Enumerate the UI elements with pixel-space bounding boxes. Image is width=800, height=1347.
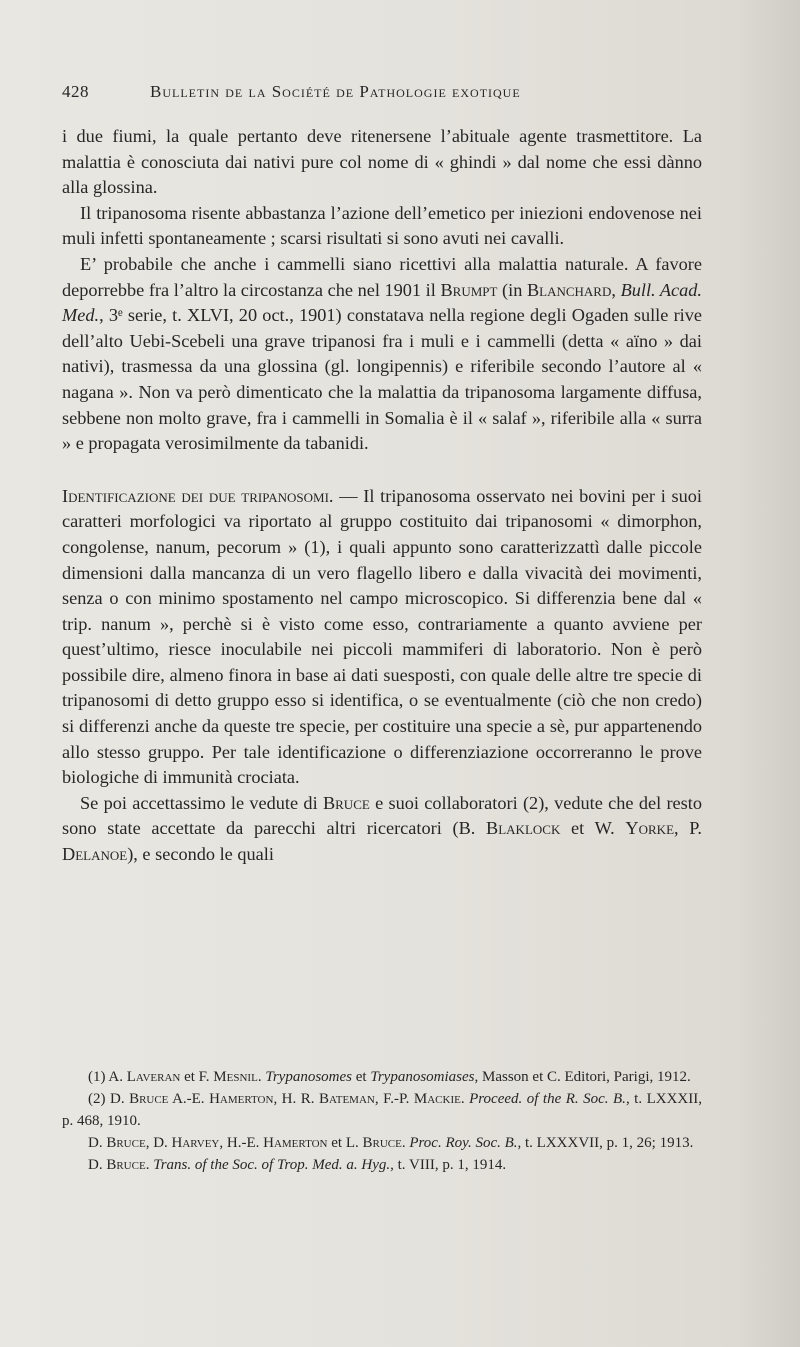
author-name: Bruce (322, 792, 370, 813)
paragraph-3-text: , (611, 279, 621, 300)
page-number: 428 (62, 82, 89, 101)
paragraph-5-text: ), e secondo le quali (127, 844, 274, 865)
body-text (62, 124, 702, 868)
paragraph-1 (62, 124, 702, 201)
section-paragraph (62, 484, 702, 791)
footnote-text: , D. (145, 1135, 172, 1151)
author-name: Mackie (413, 1091, 461, 1107)
footnote-2-cont-1 (62, 1132, 702, 1154)
footnote-text: (1) A. (88, 1069, 127, 1085)
author-name: Blanchard (526, 279, 612, 300)
footnote-2 (62, 1088, 702, 1132)
footnote-text: et F. (180, 1069, 214, 1085)
footnote-text: (2) D. (88, 1091, 130, 1107)
footnote-text: . (257, 1069, 266, 1085)
author-name: Laveran (126, 1069, 181, 1085)
footnote-text: D. (88, 1135, 107, 1151)
author-name: Bruce (106, 1135, 146, 1151)
journal-title: Trans. of the Soc. of Trop. Med. a. Hyg. (153, 1157, 391, 1173)
running-title: Bulletin de la Société de Pathologie exotique (150, 82, 521, 101)
footnote-text: , H.-E. (219, 1135, 264, 1151)
paragraph-3-text: (in (497, 279, 527, 300)
section-heading: Identificazione dei due tripanosomi. (62, 485, 334, 506)
paragraph-5-text: e suoi collaboratori (2), vedute che del resto sono state accettate da parecchi altri ricercatori (B. (62, 792, 702, 839)
page-header (62, 82, 702, 104)
footnote-1 (62, 1066, 702, 1088)
footnote-text: , F.-P. (374, 1091, 414, 1107)
author-name: Mesnil (213, 1069, 258, 1085)
author-name: Brumpt (440, 279, 498, 300)
journal-title: Bull. Acad. Med. (62, 279, 703, 326)
book-title: Trypanosomiases (370, 1069, 475, 1085)
journal-title: Proceed. of the R. Soc. B. (469, 1091, 626, 1107)
paragraph-2-text: Il tripanosoma risente abbastanza l’azione dell’emetico per iniezioni endovenose nei muli infetti spontaneamente ; scarsi risultati si sono avuti nei cavalli. (62, 202, 702, 249)
author-name: Hamerton (209, 1091, 274, 1107)
author-name: Hamerton (263, 1135, 328, 1151)
journal-title: Proc. Roy. Soc. B. (409, 1135, 518, 1151)
footnotes (62, 1066, 702, 1176)
footnote-text: D. (88, 1157, 107, 1173)
footnote-text: . (401, 1135, 410, 1151)
footnote-text: A.-E. (168, 1091, 210, 1107)
paragraph-2 (62, 201, 702, 252)
footnote-text: , Masson et C. Editori, Parigi, 1912. (474, 1069, 691, 1085)
author-name: Bateman (319, 1091, 375, 1107)
footnote-text: , t. LXXXVII, p. 1, 26; 1913. (517, 1135, 694, 1151)
paragraph-5 (62, 791, 702, 868)
author-name: Bruce (129, 1091, 169, 1107)
author-name: Bruce (362, 1135, 402, 1151)
paragraph-3 (62, 252, 702, 457)
footnote-text: . (145, 1157, 154, 1173)
section-paragraph-text: — Il tripanosoma osservato nei bovini per i suoi caratteri morfologici va riportato al gruppo costituito dai tripanosomi « dimorphon, congolense, nanum, pecorum » (1), i quali appunto sono caratterizzattì dalle piccole dimensioni dalla mancanza di un vero flagello libero e dalla vivacità dei movimenti, senza o con minimo spostamento nel campo microscopico. Si differenzia bene dal « trip. nanum », perchè si è visto come esso, contrariamente a quanto avviene per quest’ultimo, riesce inoculabile nei piccoli mammiferi di laboratorio. Non è però possibile dire, almeno finora in base ai dati suesposti, con quale delle altre tre specie di tripanosomi di detto gruppo esso si identifica, o se eventualmente (ciò che non credo) si differenzi anche da queste tre specie, per costituire una specie a sè, pur appartenendo allo stesso gruppo. Per tale identificazione o differenziazione occorreranno le prove biologiche di immunità crociata. (62, 485, 702, 788)
footnote-text: et (352, 1069, 371, 1085)
author-name: Yorke (625, 818, 675, 839)
footnote-text: , t. VIII, p. 1, 1914. (390, 1157, 507, 1173)
paragraph-3-text: , 3ᵉ serie, t. XLVI, 20 oct., 1901) constatava nella regione degli Ogaden sulle rive dell’alto Uebi-Scebeli una grave tripanosi fra i muli e i cammelli (detta « aïno » dai nativi), trasmessa da una glossina (gl. longipennis) e riferibile secondo l’autore al « nagana ». Non va però dimenticato che la malattia da tripanosoma largamente diffusa, sebbene non molto grave, fra i cammelli in Somalia è il « salaf », riferibile alla « surra » e propagata verosimilmente da tabanidi. (62, 305, 702, 454)
author-name: Delanoe (62, 844, 128, 865)
footnote-text: . (460, 1091, 470, 1107)
paragraph-5-text: Se poi accettassimo le vedute di (80, 792, 323, 813)
footnote-2-cont-2 (62, 1154, 702, 1176)
author-name: Blaklock (486, 818, 561, 839)
footnote-text: , H. R. (273, 1091, 319, 1107)
author-name: Bruce (106, 1157, 146, 1173)
book-title: Trypanosomes (265, 1069, 352, 1085)
paragraph-5-text: , P. (674, 818, 702, 839)
paragraph-5-text: et W. (560, 818, 626, 839)
author-name: Harvey (171, 1135, 220, 1151)
paragraph-3-text: E’ probabile che anche i cammelli siano ricettivi alla malattia naturale. A favore deporrebbe fra l’altro la circostanza che nel 1901 il (62, 253, 702, 300)
footnote-text: et L. (327, 1135, 363, 1151)
footnote-text: , t. LXXXII, p. 468, 1910. (62, 1091, 702, 1129)
paragraph-1-text: i due fiumi, la quale pertanto deve ritenersene l’abituale agente trasmettitore. La malattia è conosciuta dai nativi pure col nome di « ghindi » dal nome che essi dànno alla glossina. (62, 126, 702, 198)
